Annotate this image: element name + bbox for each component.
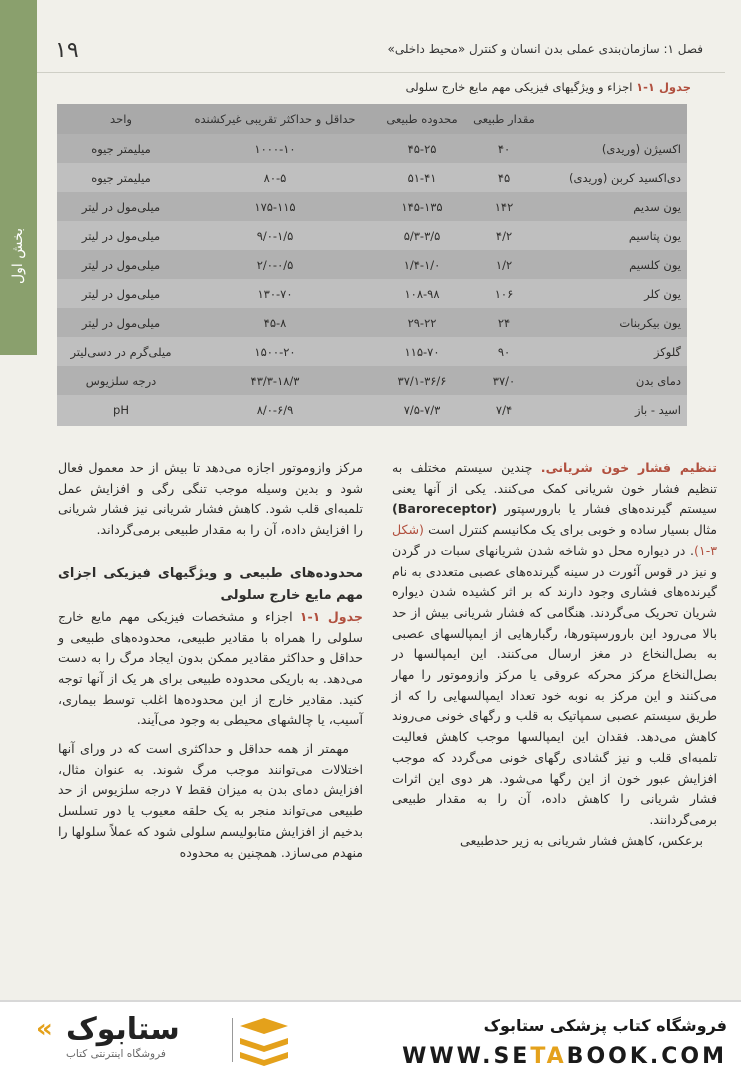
table-row xyxy=(57,163,687,192)
right-p1-part-a: چندین سیستم مختلف به تنظیم فشار خون شریانی کمک می‌کنند. یکی از آنها یعنی سیستم گیرنده‌های فشار یا بارورسپتور xyxy=(392,460,718,517)
table-row xyxy=(57,395,687,424)
cell-minmax: ۸/۰-۶/۹ xyxy=(256,402,294,417)
cell-range: ۳۷/۱-۳۶/۶ xyxy=(397,373,447,388)
shop-logo[interactable] xyxy=(36,1010,268,1070)
cell-unit: میلی‌مول در لیتر xyxy=(81,228,161,243)
cell-minmax: ۱۵۰۰-۲۰ xyxy=(254,344,296,359)
cell-normal: ۴۵ xyxy=(497,170,511,185)
cell-range: ۱۴۵-۱۳۵ xyxy=(401,199,443,214)
cell-unit: pH xyxy=(113,402,129,417)
cell-unit: میلیمتر جیوه xyxy=(91,141,151,156)
table-row xyxy=(57,279,687,308)
cell-unit: میلی‌گرم در دسی‌لیتر xyxy=(70,344,172,359)
book-stack-icon xyxy=(236,1016,292,1068)
right-paragraph-2: برعکس، کاهش فشار شریانی به زیر حدطبیعی xyxy=(460,832,703,848)
side-tab-label: بخش اول xyxy=(10,227,27,285)
page-number: ۱۹ xyxy=(55,38,79,63)
cell-range: ۷/۵-۷/۳ xyxy=(403,402,441,417)
cell-normal: ۷/۴ xyxy=(495,402,513,417)
cell-unit: میلی‌مول در لیتر xyxy=(81,199,161,214)
baroreceptor-term: (Baroreceptor) xyxy=(392,501,498,517)
cell-parameter: گلوکز xyxy=(653,344,681,359)
header-minmax: حداقل و حداکثر تقریبی غیرکشنده xyxy=(194,112,356,126)
logo-wordmark: ستابوک xyxy=(66,1012,180,1047)
left-p2-text: اجزاء و مشخصات فیزیکی مهم مایع خارج سلولی را همراه با مقادیر طبیعی، محدوده‌های طبیعی و حداقل و حداکثر مقادیر ممکن بدون ایجاد مرگ را به دست می‌دهد. به باریکی محدوده طبیعی برای هر یک از آنها توجه کنید. مقادیر خارج از این محدوده‌ها اغلب توسط بیماری، آسیب، یا چالشهای محیطی به وجود می‌آیند. xyxy=(58,608,363,728)
cell-parameter: یون بیکربنات xyxy=(619,315,681,330)
cell-minmax: ۹/۰-۱/۵ xyxy=(256,228,294,243)
cell-unit: میلی‌مول در لیتر xyxy=(81,286,161,301)
cell-minmax: ۱۰۰۰-۱۰ xyxy=(254,141,296,156)
cell-normal: ۲۴ xyxy=(497,315,511,330)
cell-parameter: یون پتاسیم xyxy=(628,228,681,243)
shop-title: فروشگاه کتاب پزشکی ستابوک xyxy=(483,1016,727,1035)
header-unit: واحد xyxy=(110,112,132,126)
table-caption-text: اجزاء و ویژگیهای فیزیکی مهم مایع خارج سلولی xyxy=(405,80,633,94)
chapter-side-strip xyxy=(0,0,37,355)
table-row xyxy=(57,134,687,163)
bp-regulation-heading: تنظیم فشار خون شریانی. xyxy=(540,460,717,475)
url-part-2: BOOK.COM xyxy=(566,1044,727,1069)
cell-minmax: ۱۳۰-۷۰ xyxy=(257,286,293,301)
ecf-table xyxy=(57,104,687,426)
cell-minmax: ۴۳/۳-۱۸/۳ xyxy=(250,373,300,388)
logo-separator xyxy=(232,1018,233,1062)
cell-parameter: یون کلسیم xyxy=(629,257,681,272)
left-text-column xyxy=(58,458,363,863)
table-caption xyxy=(406,80,691,94)
shop-footer xyxy=(0,1000,741,1080)
cell-normal: ۱۰۶ xyxy=(494,286,514,301)
section-title: محدوده‌های طبیعی و ویژگیهای فیزیکی اجزای مهم مایع خارج سلولی xyxy=(58,565,363,603)
cell-normal: ۴۰ xyxy=(497,141,511,156)
table-row xyxy=(57,250,687,279)
table-row xyxy=(57,221,687,250)
right-paragraph-1 xyxy=(392,458,717,831)
cell-normal: ۳۷/۰ xyxy=(492,373,516,388)
url-part-accent: TA xyxy=(530,1044,567,1069)
header-range: محدوده طبیعی xyxy=(386,112,458,126)
cell-unit: میلی‌مول در لیتر xyxy=(81,315,161,330)
cell-minmax: ۱۷۵-۱۱۵ xyxy=(254,199,296,214)
table-header-row xyxy=(57,104,687,134)
cell-range: ۱۰۸-۹۸ xyxy=(404,286,440,301)
cell-minmax: ۴۵-۸ xyxy=(263,315,287,330)
cell-range: ۵۱-۴۱ xyxy=(407,170,437,185)
cell-unit: میلیمتر جیوه xyxy=(91,170,151,185)
table-caption-label: جدول ۱-۱ xyxy=(636,80,691,94)
left-paragraph-2 xyxy=(58,607,363,731)
cell-normal: ۴/۲ xyxy=(495,228,513,243)
double-chevron-icon: « xyxy=(36,1014,53,1044)
table-row xyxy=(57,308,687,337)
cell-normal: ۱/۲ xyxy=(495,257,513,272)
cell-parameter: اسید - باز xyxy=(634,402,681,417)
logo-subtitle: فروشگاه اینترنتی کتاب xyxy=(66,1048,166,1060)
cell-parameter: اکسیژن (وریدی) xyxy=(601,141,681,156)
left-paragraph-3: مهمتر از همه حداقل و حداکثری است که در ورای آنها اختلالات می‌توانند موجب مرگ شوند. به عنوان مثال، افزایش دمای بدن به میزان فقط ۷ درجه سلزیوس از حد طبیعی می‌تواند منجر به یک حلقه معیوب یا دور تسلسل بدخیم از افزایش متابولیسم سلولی شود که عملاً سلولها را منهدم می‌سازد. همچنین به محدوده xyxy=(58,741,363,860)
cell-normal: ۱۴۲ xyxy=(494,199,514,214)
table-row xyxy=(57,337,687,366)
left-paragraph-1: مرکز وازوموتور اجازه می‌دهد تا بیش از حد معمول فعال شود و بدین وسیله موجب تنگی رگی و افزایش عمل تلمبه‌ای قلب شود. کاهش فشار شریانی نیز فشار شریانی را افزایش داده، آن را به مقدار طبیعی برمی‌گرداند. xyxy=(58,460,363,538)
cell-range: ۲۹-۲۲ xyxy=(407,315,437,330)
cell-range: ۱۱۵-۷۰ xyxy=(404,344,440,359)
cell-range: ۴۵-۲۵ xyxy=(407,141,437,156)
cell-unit: میلی‌مول در لیتر xyxy=(81,257,161,272)
cell-range: ۱/۴-۱/۰ xyxy=(403,257,441,272)
right-p1-part-c: . در دیواره محل دو شاخه شدن شریانهای سبات در گردن و نیز در قوس آئورت در سینه گیرنده‌های عصبی متعددی به نام گیرنده‌های فشاری وجود دارند که بر اثر کشیده شدن دیواره شریان تحریک می‌گردند. هنگامی که فشار شریانی بیش از حد بالا می‌رود این بارورسپتورها، رگبارهایی از ایمپالسهای عصبی به بصل‌النخاع در مغز ارسال می‌کنند. این ایمپالسها در بصل‌النخاع مرکز محرکه عروقی یا مرکز وازوموتور را مهار می‌کنند و این مرکز به نوبه خود تعداد ایمپالسهایی را که از طریق سیستم عصبی سمپاتیک به قلب و رگهای خونی می‌روند کاهش می‌دهد. فقدان این ایمپالسها موجب کاهش فعالیت تلمبه‌ای قلب و نیز گشادی رگهای خونی می‌گردد که موجب افزایش عبور خون از این رگها می‌شود. هر دوی این اثرات فشار شریانی را کاهش داده، آن را به مقدار طبیعی برمی‌گردانند. xyxy=(392,542,717,827)
page-header xyxy=(37,30,741,70)
cell-normal: ۹۰ xyxy=(497,344,511,359)
cell-range: ۵/۳-۳/۵ xyxy=(403,228,441,243)
right-text-column xyxy=(392,458,717,851)
right-p1-part-b: مثال بسیار ساده و خوبی برای یک مکانیسم کنترل است xyxy=(428,522,717,538)
cell-minmax: ۸۰-۵ xyxy=(263,170,287,185)
url-part-1: WWW.SE xyxy=(402,1044,531,1069)
table-reference: جدول ۱-۱ xyxy=(299,608,363,624)
cell-parameter: دی‌اکسید کربن (وریدی) xyxy=(569,170,681,185)
section-side-tab xyxy=(0,212,37,300)
header-divider xyxy=(37,72,725,73)
cell-unit: درجه سلزیوس xyxy=(85,373,157,388)
cell-parameter: یون کلر xyxy=(644,286,681,301)
running-head: فصل ۱: سازمان‌بندی عملی بدن انسان و کنترل «محیط داخلی» xyxy=(387,42,703,56)
table-row xyxy=(57,192,687,221)
footer-divider xyxy=(0,1000,741,1002)
table-row xyxy=(57,366,687,395)
shop-url[interactable] xyxy=(402,1044,727,1069)
cell-parameter: دمای بدن xyxy=(635,373,681,388)
header-normal: مقدار طبیعی xyxy=(473,112,535,126)
figure-reference: (شکل ۳-۱) xyxy=(392,522,717,558)
cell-minmax: ۲/۰-۰/۵ xyxy=(256,257,294,272)
cell-parameter: یون سدیم xyxy=(633,199,681,214)
